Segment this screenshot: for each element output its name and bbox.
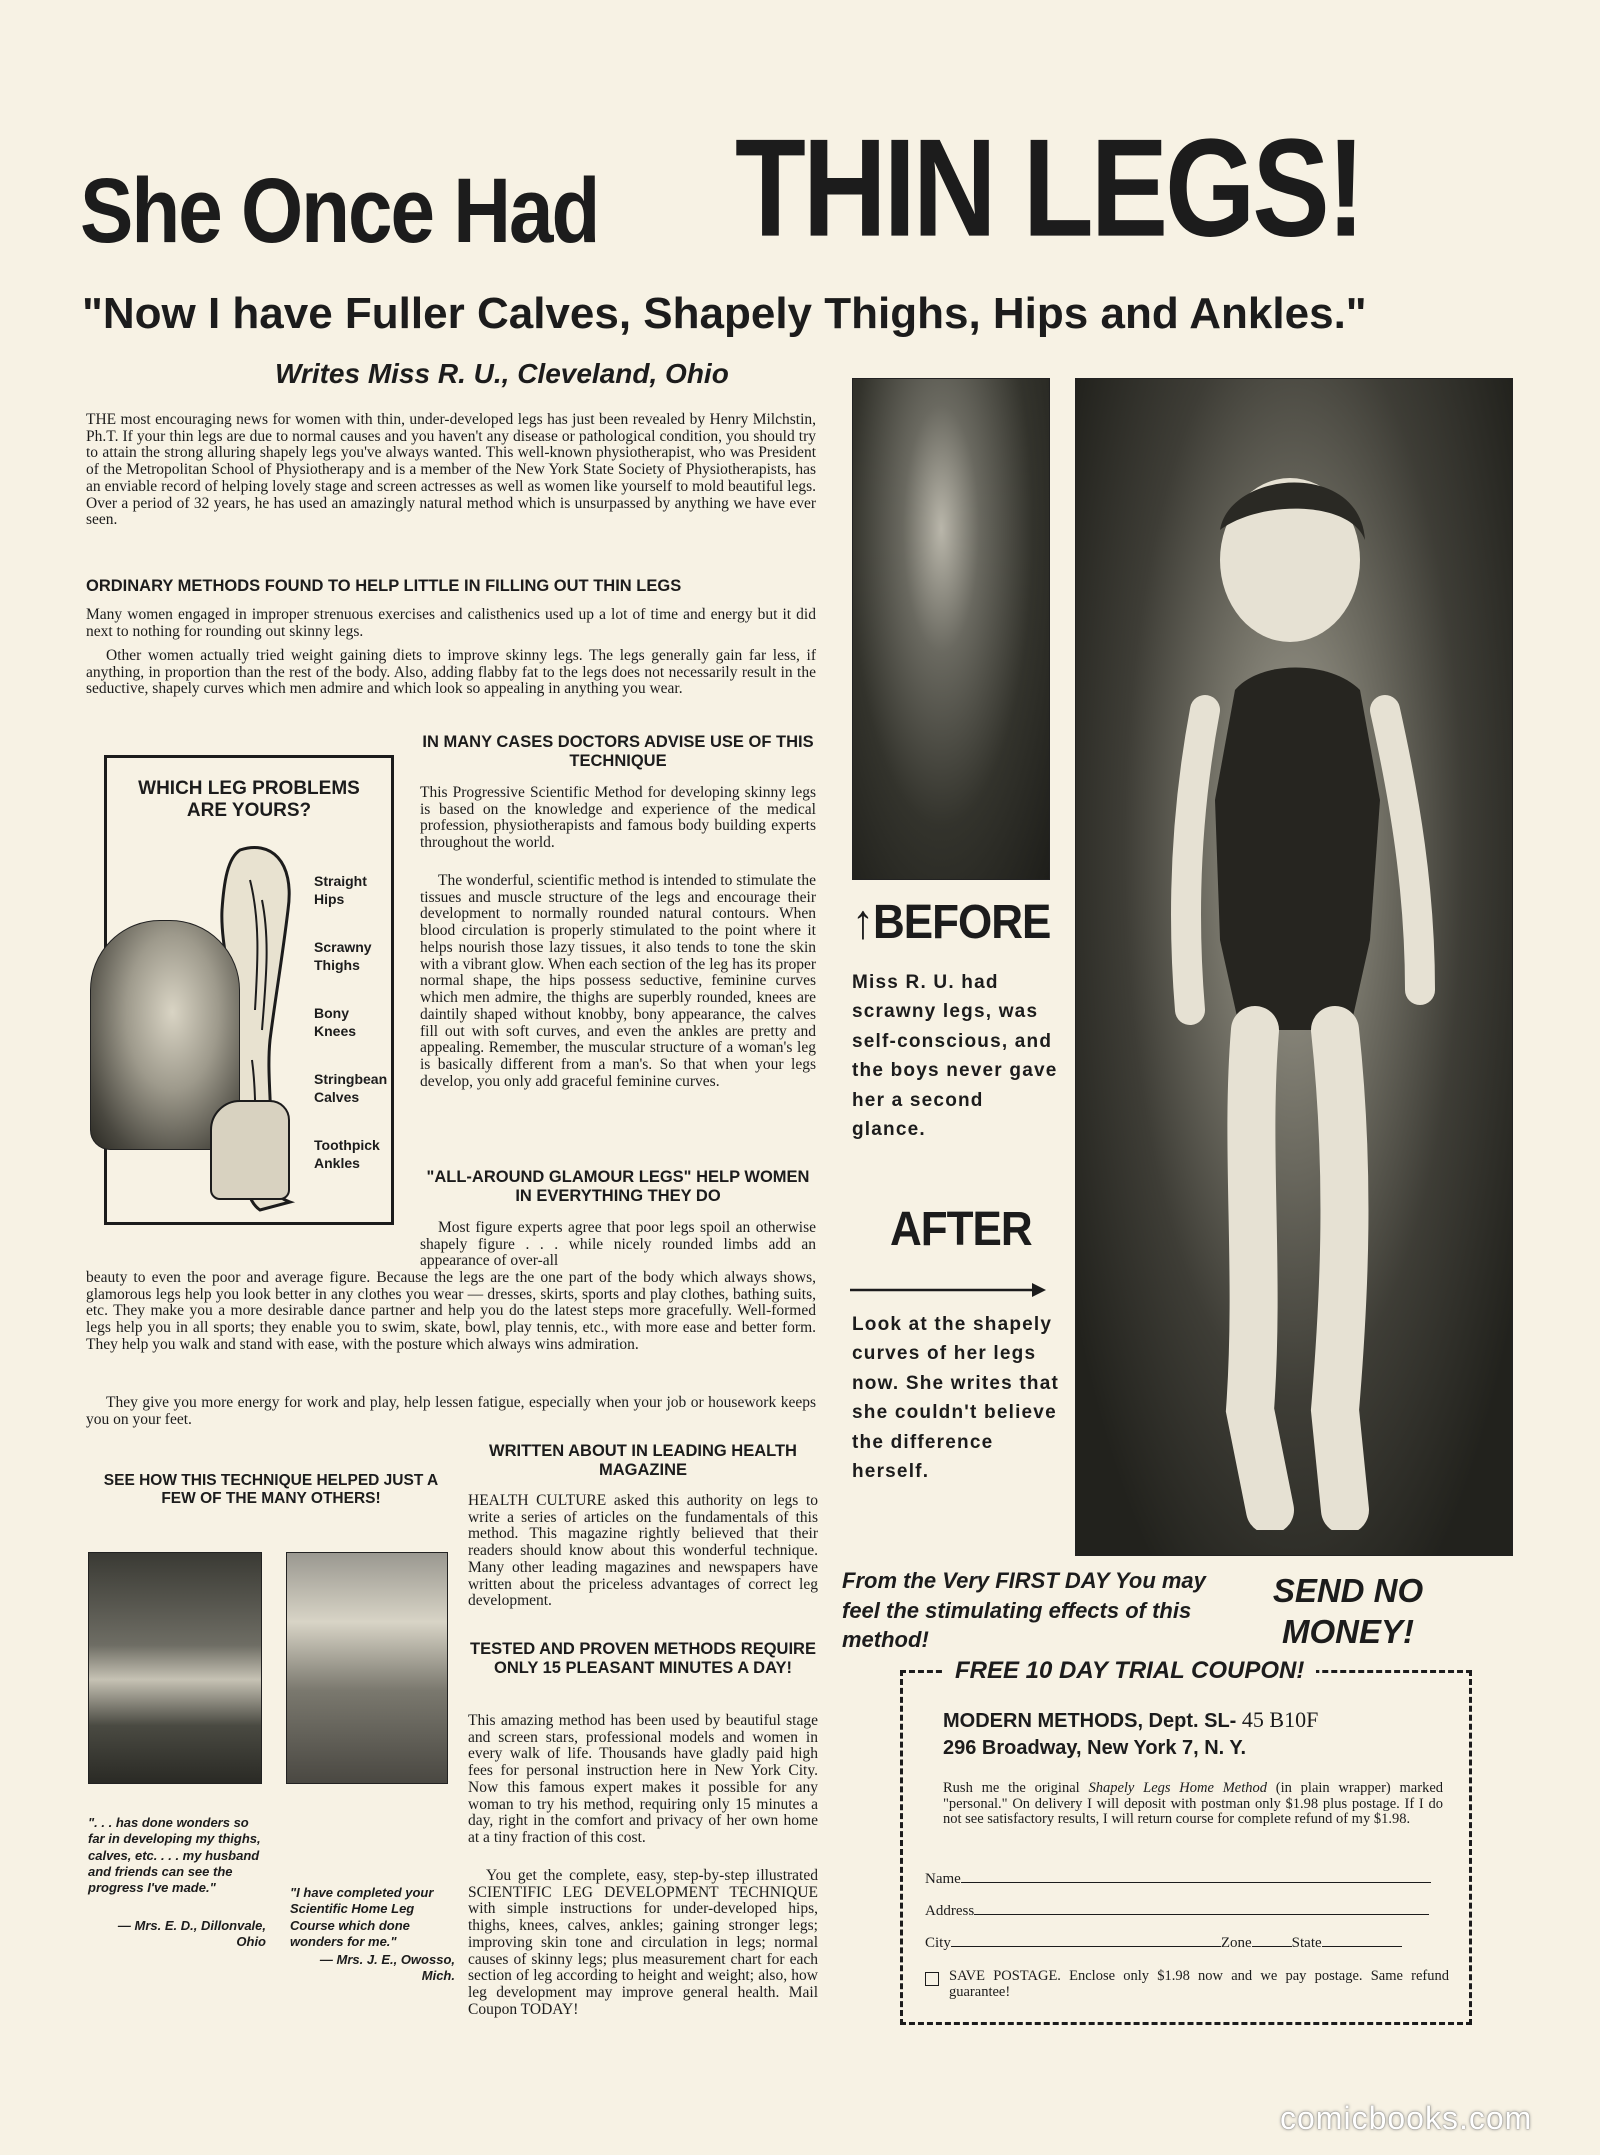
coupon-address: 296 Broadway, New York 7, N. Y. [943, 1737, 1247, 1759]
testimonial-quote-right: "I have completed your Scientific Home Leg Course which done wonders for me." [290, 1885, 434, 1949]
watermark: comicbooks.com [1280, 2100, 1533, 2136]
coupon-title: FREE 10 DAY TRIAL COUPON! [943, 1657, 1316, 1685]
right-arrow-icon [848, 1278, 1048, 1302]
coupon-instructions [943, 1781, 1443, 1828]
after-label: AFTER [890, 1202, 1032, 1256]
before-label [852, 895, 1050, 950]
save-postage-checkbox[interactable] [925, 1972, 939, 1986]
subheadline-quote: "Now I have Fuller Calves, Shapely Thighs, Hips and Ankles." [82, 289, 1367, 338]
city-label: City [925, 1935, 951, 1951]
save-postage-text: SAVE POSTAGE. Enclose only $1.98 now and we pay postage. Same refund guarantee! [949, 1968, 1449, 2000]
state-input-line[interactable] [1322, 1946, 1402, 1947]
send-no-money: SEND NO MONEY! [1272, 1572, 1424, 1651]
woman-figure [1120, 470, 1470, 1530]
tested-paragraph-1: This amazing method has been used by beautiful stage and screen stars, professional models and women in every walk of life. Thousands have gladly paid high fees for personal instruction here in New York City. Now this famous expert makes it possible for any woman to try his method, requiring only 15 minutes a day, right in the comfort and privacy of her own home at a tiny fraction of this cost. [468, 1712, 818, 1847]
city-input-line[interactable] [951, 1946, 1221, 1947]
hand-holding-leg [210, 1100, 290, 1200]
order-coupon[interactable] [900, 1657, 1472, 2025]
coupon-company [943, 1707, 1318, 1733]
problem-label-2: Scrawny Thighs [314, 939, 372, 974]
coupon-text-a: Rush me the original [943, 1780, 1080, 1796]
city-zone-state-field[interactable] [925, 1935, 1450, 1952]
ordinary-heading: ORDINARY METHODS FOUND TO HELP LITTLE IN FILLING OUT THIN LEGS [86, 577, 682, 595]
name-field[interactable] [925, 1871, 1450, 1888]
coupon-company-name: MODERN METHODS, Dept. SL- [943, 1710, 1237, 1732]
testimonial-photo-right [286, 1552, 448, 1784]
problem-label-5: Toothpick Ankles [314, 1137, 380, 1172]
leg-problems-title: WHICH LEG PROBLEMS ARE YOURS? [138, 778, 360, 822]
testimonial-quote-left: ". . . has done wonders so far in developing my thighs, calves, etc. . . . my husband and friends can see the progress I've made." [88, 1815, 261, 1895]
coupon-dept-code: 45 B10F [1241, 1707, 1319, 1732]
address-label: Address [925, 1903, 975, 1919]
address-input-line[interactable] [974, 1914, 1429, 1915]
problem-label-1: Straight Hips [314, 873, 367, 908]
headline-part2: THIN LEGS! [735, 109, 1363, 266]
first-day-text: From the Very FIRST DAY You may feel the stimulating effects of this method! [842, 1568, 1206, 1653]
doctors-heading: IN MANY CASES DOCTORS ADVISE USE OF THIS TECHNIQUE [422, 733, 814, 771]
ordinary-paragraph-1: Many women engaged in improper strenuous exercises and calisthenics used up a lot of time and energy but it did next to nothing for rounding out skinny legs. [86, 606, 816, 640]
written-heading: WRITTEN ABOUT IN LEADING HEALTH MAGAZINE [489, 1442, 797, 1480]
headline-part1: She Once Had [80, 159, 599, 262]
byline: Writes Miss R. U., Cleveland, Ohio [275, 358, 729, 389]
tested-heading: TESTED AND PROVEN METHODS REQUIRE ONLY 15 PLEASANT MINUTES A DAY! [470, 1640, 816, 1678]
doctors-paragraph-2: The wonderful, scientific method is intended to stimulate the tissues and muscle structure of the legs and encourage their development to normally rounded natural contours. When blood circulation is properly stimulated to the point where it helps nourish those lazy tissues, it also tends to tone the skin with a vibrant glow. When each section of the leg has its proper normal shape, the hips possess seductive, feminine curves which men admire, the thighs are superbly rounded, knees are daintily shaped without knobby, bony appearance, the calves fill out with soft curves, and even the ankles are pretty and appealing. Remember, the muscular structure of a woman's leg is basically different from a man's. So that when your legs develop, you only add graceful feminine curves. [420, 872, 816, 1090]
before-caption: Miss R. U. had scrawny legs, was self-conscious, and the boys never gave her a second glance. [852, 972, 1058, 1141]
glamour-paragraph-1a: Most figure experts agree that poor legs spoil an otherwise shapely figure . . . while nicely rounded limbs add an appearance of over-all [420, 1219, 816, 1270]
address-field[interactable] [925, 1903, 1450, 1920]
doctors-paragraph-1: This Progressive Scientific Method for developing skinny legs is based on the knowledge and experience of the medical profession, physiotherapists and famous body building experts throughout the world. [420, 784, 816, 852]
problem-label-4: Stringbean Calves [314, 1071, 388, 1106]
zone-label: Zone [1220, 1935, 1252, 1951]
intro-paragraph: THE most encouraging news for women with thin, under-developed legs has just been revealed by Henry Milchstin, Ph.T. If your thin legs are due to normal causes and you haven't any disease or pathological condition, you should try to attain the strong alluring shapely legs you've always wanted. This well-known physiotherapist, who was President of the Metropolitan School of Physiotherapy and is a member of the New York State Society of Physiotherapists, has an enviable record of helping lovely stage and screen actresses as well as women like yourself to mold beautiful legs. Over a period of 32 years, he has used an amazingly natural method which is unsurpassed by anything we have ever seen. [86, 411, 816, 529]
name-label: Name [925, 1871, 961, 1887]
tested-paragraph-2: You get the complete, easy, step-by-step illustrated SCIENTIFIC LEG DEVELOPMENT TECHNIQUE with simple instructions for under-developed hips, thighs, knees, calves, ankles; gaining stronger legs; improving skin tone and circulation in legs; normal causes of skinny legs; plus measurement chart for each section of leg according to height and weight; also, how leg development may improve general health. Mail Coupon TODAY! [468, 1867, 818, 2018]
ordinary-paragraph-2: Other women actually tried weight gaining diets to improve skinny legs. The legs generally gain far less, if anything, in proportion than the rest of the body. Also, adding flabby fat to the legs does not necessarily result in the seductive, shapely curves which men admire and which look so appealing in anything you wear. [86, 647, 816, 698]
zone-input-line[interactable] [1252, 1946, 1292, 1947]
after-caption: Look at the shapely curves of her legs now. She writes that she couldn't believe the difference herself. [852, 1314, 1059, 1483]
coupon-text-b: (in plain wrapper) marked "personal." On delivery I will deposit with postman only $1.98 plus postage. If I do not see satisfactory results, I will return course for complete refund of my $1.98. [943, 1780, 1444, 1828]
problem-label-3: Bony Knees [314, 1005, 357, 1040]
before-photo [852, 378, 1050, 880]
glamour-paragraph-2: They give you more energy for work and play, help lessen fatigue, especially when your job or housework keeps you on your feet. [86, 1394, 816, 1428]
glamour-heading: "ALL-AROUND GLAMOUR LEGS" HELP WOMEN IN EVERYTHING THEY DO [426, 1168, 810, 1206]
name-input-line[interactable] [961, 1882, 1431, 1883]
up-arrow-icon: ↑ [852, 895, 873, 949]
written-paragraph: HEALTH CULTURE asked this authority on legs to write a series of articles on the fundamentals of this method. This magazine rightly believed that their readers should know about this wonderful technique. Many other leading magazines and newspapers have written about the priceless advantages of correct leg development. [468, 1492, 818, 1610]
before-label-text: BEFORE [873, 895, 1051, 949]
testimonial-photo-left [88, 1552, 262, 1784]
testimonial-author-left: — Mrs. E. D., Dillonvale, Ohio [117, 1918, 266, 1950]
coupon-product-name: Shapely Legs Home Method [1088, 1780, 1267, 1796]
testimonials-heading: SEE HOW THIS TECHNIQUE HELPED JUST A FEW OF THE MANY OTHERS! [103, 1472, 439, 1508]
glamour-paragraph-1b: beauty to even the poor and average figure. Because the legs are the one part of the body which always shows, glamorous legs help you look better in any clothes you wear — dresses, skirts, sports and play clothes, bathing suits, etc. They make you a more desirable dance partner and help you do the latest steps more gracefully. Well-formed legs help you in all sports; they enable you to swim, skate, bowl, play tennis, etc., with more ease and better form. They help you walk and stand with ease, with the posture which always wins admiration. [86, 1269, 816, 1353]
testimonial-author-right: — Mrs. J. E., Owosso, Mich. [319, 1952, 455, 1984]
state-label: State [1291, 1935, 1322, 1951]
